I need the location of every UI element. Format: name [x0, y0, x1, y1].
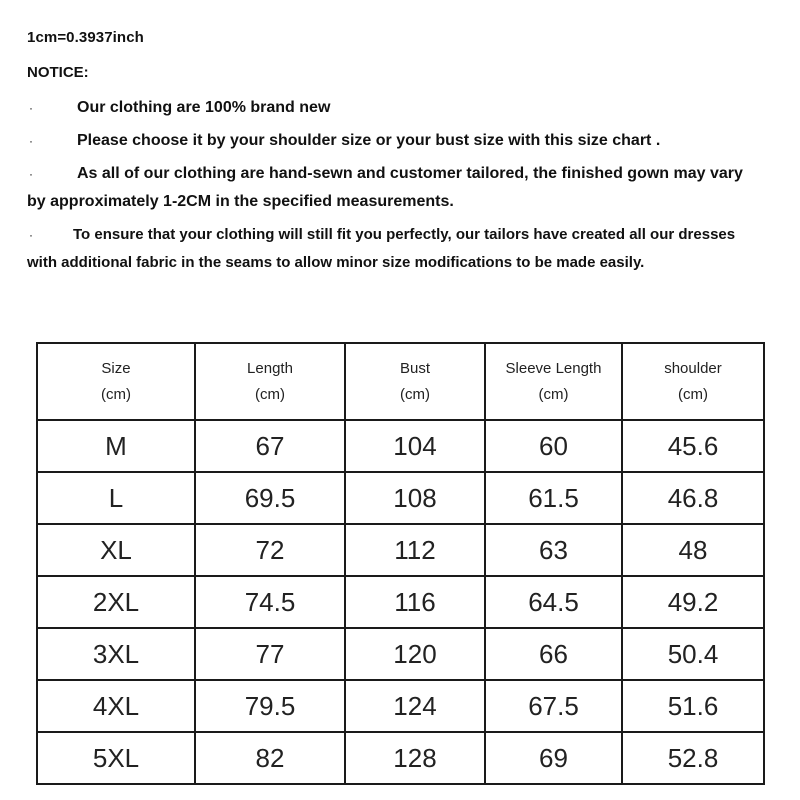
length-cell: 67: [195, 420, 345, 472]
notice-item: [27, 221, 757, 277]
notice-item: [27, 127, 757, 155]
sleeve-length-cell: 67.5: [485, 680, 622, 732]
length-cell: 74.5: [195, 576, 345, 628]
table-row: [37, 732, 764, 784]
bust-cell: 112: [345, 524, 485, 576]
header-label: Bust: [399, 359, 430, 377]
bust-cell: 116: [345, 576, 485, 628]
sleeve-length-cell: 64.5: [485, 576, 622, 628]
table-row: [37, 524, 764, 576]
notice-item-text: To ensure that your clothing will still fit you perfectly, our tailors have created all our dresses with additional fabric in the seams to allow minor size modifications to be made easily.: [27, 226, 736, 271]
unit-conversion-note: 1cm=0.3937inch: [27, 29, 144, 46]
notice-item-text: As all of our clothing are hand-sewn and customer tailored, the finished gown may vary by approximately 1-2CM in the specified measurements.: [27, 165, 743, 210]
notice-item: [27, 160, 757, 216]
shoulder-cell: 52.8: [622, 732, 764, 784]
sleeve-length-cell: 61.5: [485, 472, 622, 524]
bullet-icon: ·: [29, 167, 33, 181]
table-row: [37, 576, 764, 628]
size-cell: L: [37, 472, 195, 524]
length-cell: 69.5: [195, 472, 345, 524]
sleeve-length-cell: 63: [485, 524, 622, 576]
notice-item: [27, 94, 757, 122]
table-row: [37, 472, 764, 524]
bust-cell: 108: [345, 472, 485, 524]
bullet-icon: ·: [29, 228, 33, 242]
size-cell: 4XL: [37, 680, 195, 732]
header-label: shoulder: [664, 359, 722, 377]
sleeve-length-cell: 69: [485, 732, 622, 784]
header-bust: [345, 343, 485, 420]
header-sleeve-length: [485, 343, 622, 420]
table-row: [37, 680, 764, 732]
bust-cell: 124: [345, 680, 485, 732]
header-length: [195, 343, 345, 420]
header-label: Sleeve Length: [505, 359, 602, 377]
notice-title: NOTICE:: [27, 64, 89, 81]
length-cell: 79.5: [195, 680, 345, 732]
shoulder-cell: 50.4: [622, 628, 764, 680]
length-cell: 72: [195, 524, 345, 576]
header-label: Length: [247, 359, 293, 377]
header-unit: (cm): [400, 385, 430, 403]
size-cell: 3XL: [37, 628, 195, 680]
bust-cell: 120: [345, 628, 485, 680]
notice-list: [27, 94, 757, 277]
bust-cell: 128: [345, 732, 485, 784]
length-cell: 82: [195, 732, 345, 784]
length-cell: 77: [195, 628, 345, 680]
table-row: [37, 420, 764, 472]
shoulder-cell: 49.2: [622, 576, 764, 628]
size-chart-table: [36, 342, 765, 785]
notice-item-text: Our clothing are 100% brand new: [77, 99, 331, 116]
shoulder-cell: 48: [622, 524, 764, 576]
header-unit: (cm): [101, 385, 131, 403]
bullet-icon: ·: [29, 101, 33, 115]
header-size: [37, 343, 195, 420]
size-cell: 5XL: [37, 732, 195, 784]
header-unit: (cm): [255, 385, 285, 403]
size-cell: XL: [37, 524, 195, 576]
header-label: Size: [101, 359, 131, 377]
shoulder-cell: 46.8: [622, 472, 764, 524]
shoulder-cell: 45.6: [622, 420, 764, 472]
size-cell: M: [37, 420, 195, 472]
size-cell: 2XL: [37, 576, 195, 628]
header-unit: (cm): [538, 385, 569, 403]
shoulder-cell: 51.6: [622, 680, 764, 732]
bust-cell: 104: [345, 420, 485, 472]
table-row: [37, 628, 764, 680]
bullet-icon: ·: [29, 134, 33, 148]
notice-item-text: Please choose it by your shoulder size or your bust size with this size chart .: [77, 132, 661, 149]
header-shoulder: [622, 343, 764, 420]
header-unit: (cm): [678, 385, 708, 403]
sleeve-length-cell: 60: [485, 420, 622, 472]
table-header-row: [37, 343, 764, 420]
sleeve-length-cell: 66: [485, 628, 622, 680]
